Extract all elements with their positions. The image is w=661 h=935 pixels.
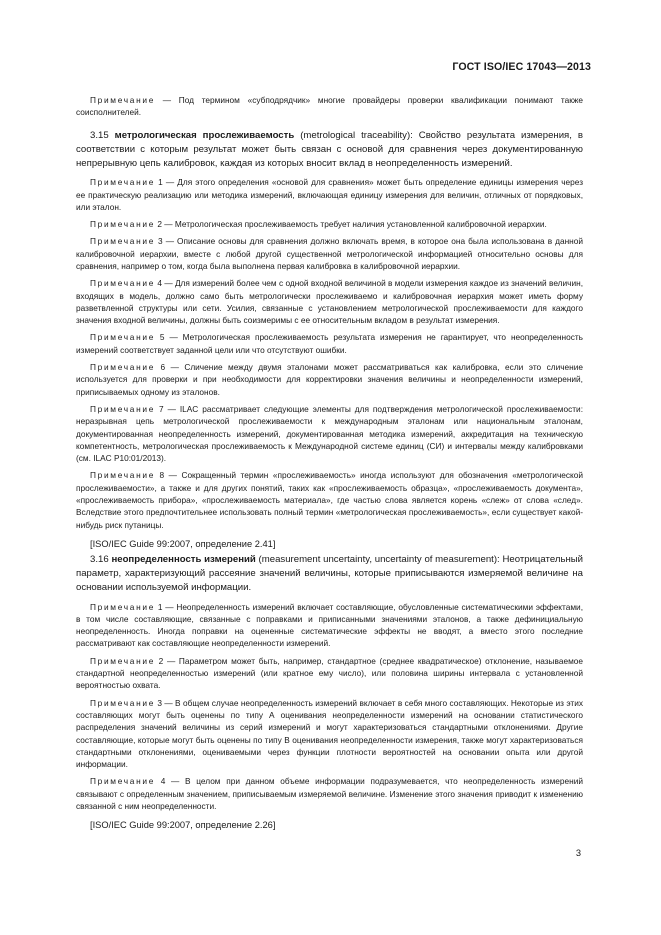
note-text: 2 — Параметром может быть, например, стандартное (среднее квадратическое) отклонение, называемое стандартной неопределенностью измерений (или кратное ему число), или половина ширины интервала с установленной вероятностью охвата. — [76, 655, 583, 691]
note-3 — [76, 235, 583, 272]
note-text: 7 — ILAC рассматривает следующие элементы для подтверждения метрологической прослеживаемости: неразрывная цепь метрологической прослеживаемости к международным эталонам или национальным эталонам, документированная неопределенность измерений, документированная методика измерений, аккредитация на техническую компетентность, метрологическая прослеживаемость к Международной системе единиц (СИ) и интервалы между калибровками (см. ILAC P10:01/2013). — [76, 403, 583, 464]
term-3-15 — [76, 129, 583, 172]
page-number: 3 — [575, 848, 581, 858]
term-definition: (measurement uncertainty, uncertainty of measurement): Неотрицательный параметр, характеризующий рассеяние значений величины, которые приписываются измеряемой величине на основании используемой информации. — [76, 553, 583, 594]
note-text: 8 — Сокращенный термин «прослеживаемость» иногда используют для обозначения «метрологической прослеживаемости», а также и для других понятий, таких как «прослеживаемость образца», «прослеживаемость документа», «прослеживаемость прибора», «прослеживаемость материала», где частью слова является корень «слеж» от слова «след». Вследствие этого предпочтительнее использовать полный термин «метрологическая прослеживаемость», если существует какой-нибудь риск путаницы. — [76, 470, 583, 530]
note-6 — [76, 361, 583, 398]
note-label: Примечание — [90, 95, 156, 105]
note-3 — [76, 697, 583, 771]
intro-note — [76, 94, 583, 119]
note-label: Примечание — [90, 776, 156, 787]
note-4 — [76, 277, 583, 326]
note-1 — [76, 601, 583, 650]
note-2 — [76, 655, 583, 692]
note-text: 2 — Метрологическая прослеживаемость требует наличия установленной калибровочной иерархии. — [155, 219, 547, 230]
note-label: Примечание — [90, 362, 156, 373]
term-name: неопределенность измерений — [111, 553, 256, 565]
note-text: 4 — В целом при данном объеме информации подразумевается, что неопределенность измерений связывают с определенным значением, приписываемым измеряемой величине. Изменение этого значения приводит к изменению связанной с ним неопределенности. — [76, 776, 583, 811]
note-text: 4 — Для измерений более чем с одной входной величиной в модели измерения каждое из значений величин, входящих в модель, должно само быть метрологически прослеживаемо и калибровочная иерархия может иметь форму разветвленной структуры или сети. Усилия, связанные с установлением метрологической прослеживаемости для каждого значения входной величины, должны быть соизмеримы с ее относительным вкладом в результат измерения. — [76, 278, 583, 326]
note-label: Примечание — [90, 278, 156, 289]
note-label: Примечание — [90, 655, 156, 666]
note-label: Примечание — [90, 601, 156, 612]
term-number: 3.16 — [90, 553, 109, 565]
note-label: Примечание — [90, 332, 156, 343]
note-text: 1 — Неопределенность измерений включает составляющие, обусловленные систематическими эффектами, в том числе составляющие, связанные с поправками и приписанными значениями эталонов, а также дефинициальную неопределенность. Иногда поправки на оцененные систематические эффекты не вводят, а вместо этого последние рассматривают как составляющие неопределенности измерений. — [76, 601, 583, 649]
note-text: — Под термином «субподрядчик» многие провайдеры проверки квалификации понимают также соисполнителей. — [76, 95, 583, 118]
note-label: Примечание — [90, 219, 156, 230]
term-3-15-reference: [ISO/IEC Guide 99:2007, определение 2.41] — [90, 538, 276, 549]
term-number: 3.15 — [90, 129, 109, 141]
term-3-16 — [76, 553, 583, 596]
note-label: Примечание — [90, 697, 156, 708]
note-label: Примечание — [90, 470, 156, 481]
page-content — [76, 94, 583, 832]
note-label: Примечание — [90, 403, 156, 414]
note-7 — [76, 403, 583, 464]
note-4 — [76, 775, 583, 812]
term-definition: (metrological traceability): Свойство результата измерения, в соответствии с которым результат может быть связан с основой для сравнения через документированную непрерывную цепь калибровок, каждая из которых вносит вклад в неопределенность измерений. — [76, 129, 583, 169]
note-2 — [76, 218, 583, 230]
note-text: 5 — Метрологическая прослеживаемость результата измерения не гарантирует, что неопределенность измерений соответствует заданной цели или что отсутствуют ошибки. — [76, 332, 583, 355]
note-text: 3 — Описание основы для сравнения должно включать время, в которое она была использована в данной калибровочной иерархии, вместе с любой другой существенной метрологической информацией относительно основы для сравнения, например о том, когда была выполнена первая калибровка в калибровочной иерархии. — [76, 236, 583, 271]
note-text: 1 — Для этого определения «основой для сравнения» может быть определение единицы измерения через ее практическую реализацию или методика измерений, включающая единицу измерения для величин, отличных от порядковых, или эталон. — [76, 177, 583, 212]
note-text: 3 — В общем случае неопределенность измерений включает в себя много составляющих. Некоторые из этих составляющих могут быть оценены по типу А оценивания неопределенности измерений на основании статистического распределения значений величины из серий измерений и могут характеризоваться стандартными отклонениями. Другие составляющие, которые могут быть оценены по типу В оценивания неопределенности измерения, также могут характеризоваться стандартными отклонениями, оцениваемыми через функции плотности вероятностей на основании опыта или другой информации. — [76, 697, 583, 770]
term-name: метрологическая прослеживаемость — [114, 129, 295, 141]
term-3-16-reference: [ISO/IEC Guide 99:2007, определение 2.26] — [90, 820, 276, 831]
note-5 — [76, 331, 583, 356]
note-label: Примечание — [90, 236, 156, 247]
standard-designation: ГОСТ ISO/IEC 17043—2013 — [452, 61, 591, 73]
note-8 — [76, 469, 583, 530]
note-text: 6 — Сличение между двумя эталонами может рассматриваться как калибровка, если это сличение используется для проверки и при необходимости для корректировки значения величины и неопределенности измерений, приписываемых одному из эталонов. — [76, 362, 583, 397]
note-1 — [76, 176, 583, 213]
note-label: Примечание — [90, 177, 156, 188]
